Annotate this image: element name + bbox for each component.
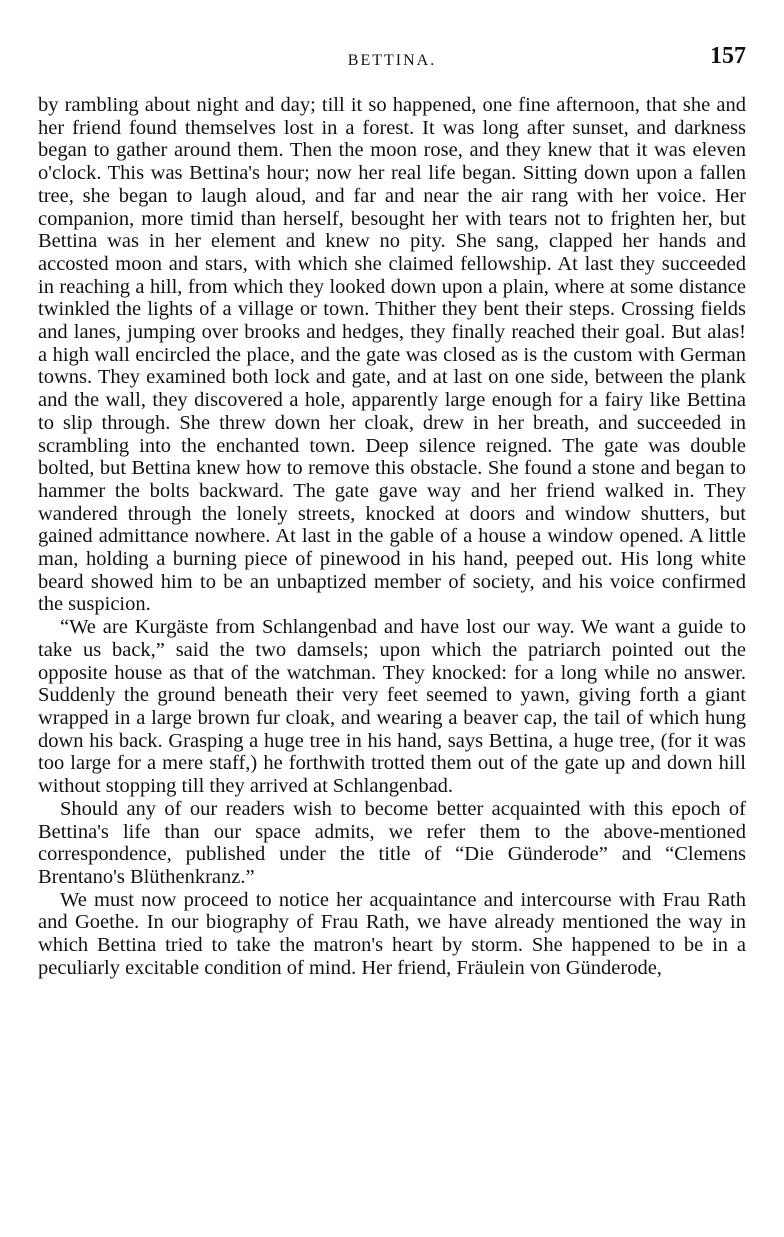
paragraph-2: “We are Kurgäste from Schlangenbad and have lost our way. We want a guide to take us back,” said the two damsels; upon which the patriarch pointed out the opposite house as that of the watchman. They knocked: for a long while no answer. Suddenly the ground beneath their very feet seemed to yawn, giving forth a giant wrapped in a large brown fur cloak, and wearing a beaver cap, the tail of which hung down his back. Grasping a huge tree in his hand, says Bettina, a huge tree, (for it was too large for a mere staff,) he forthwith trotted them out of the gate up and down hill without stopping till they arrived at Schlangenbad. [38, 616, 746, 798]
running-title: BETTINA. [347, 52, 437, 69]
running-head [38, 40, 746, 80]
page-number: 157 [710, 43, 746, 69]
paragraph-4: We must now proceed to notice her acquaintance and intercourse with Frau Rath and Goethe. In our biography of Frau Rath, we have already mentioned the way in which Bettina tried to take the matron's heart by storm. She happened to be in a peculiarly excitable condition of mind. Her friend, Fräulein von Günderode, [38, 888, 746, 979]
paragraph-1: by rambling about night and day; till it so happened, one fine afternoon, that she and her friend found themselves lost in a forest. It was long after sunset, and darkness began to gather around them. Then the moon rose, and they knew that it was eleven o'clock. This was Bettina's hour; now her real life began. Sitting down upon a fallen tree, she began to laugh aloud, and far and near the air rang with her voice. Her companion, more timid than herself, besought her with tears not to frighten her, but Bettina was in her element and knew no pity. She sang, clapped her hands and accosted moon and stars, with which she claimed fellowship. At last they succeeded in reaching a hill, from which they looked down upon a plain, where at some distance twinkled the lights of a village or town. Thither they bent their steps. Crossing fields and lanes, jumping over brooks and hedges, they finally reached their goal. But alas! a high wall encircled the place, and the gate was closed as is the custom with German towns. They examined both lock and gate, and at last on one side, between the plank and the wall, they discovered a hole, apparently large enough for a fairy like Bettina to slip through. She threw down her cloak, drew in her breath, and succeeded in scrambling into the enchanted town. Deep silence reigned. The gate was double bolted, but Bettina knew how to remove this obstacle. She found a stone and began to hammer the bolts backward. The gate gave way and her friend walked in. They wandered through the lonely streets, knocked at doors and window shutters, but gained admittance nowhere. At last in the gable of a house a window opened. A little man, holding a burning piece of pinewood in his hand, peeped out. His long white beard showed him to be an unbaptized member of society, and his voice confirmed the suspicion. [38, 94, 746, 616]
paragraph-3: Should any of our readers wish to become better acquainted with this epoch of Bettina's life than our space admits, we refer them to the above-mentioned correspondence, published under the title of “Die Günderode” and “Clemens Brentano's Blüthenkranz.” [38, 797, 746, 888]
body-text [38, 94, 746, 979]
book-page [38, 40, 746, 979]
